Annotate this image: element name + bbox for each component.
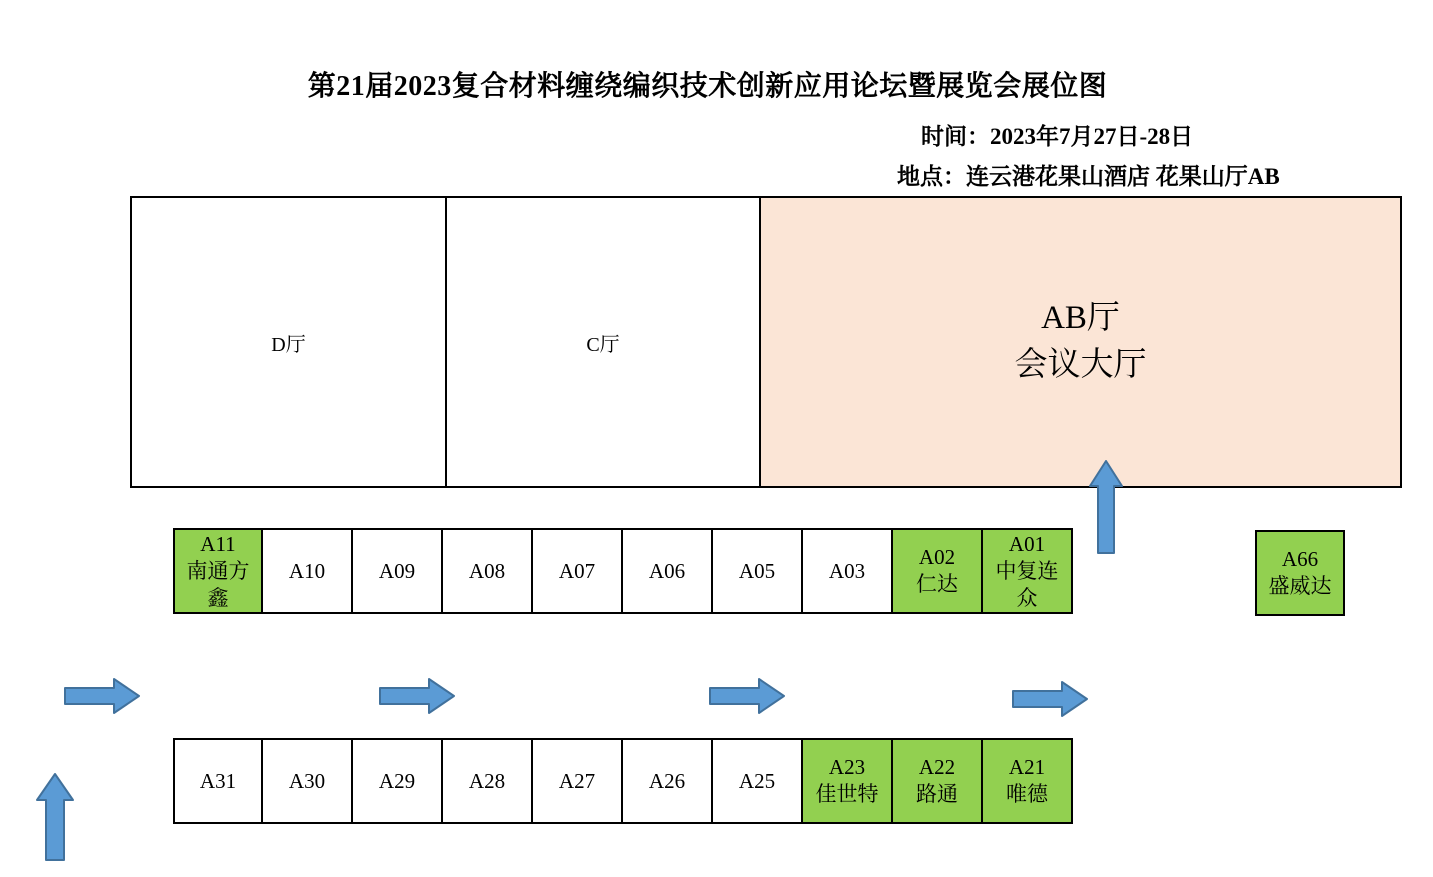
booth-a09 [353,528,443,614]
booth-a28 [443,738,533,824]
booth-a06 [623,528,713,614]
booth-id-label: A06 [648,558,686,583]
booth-a03 [803,528,893,614]
booth-a08 [443,528,533,614]
booth-id-label: A31 [199,768,237,793]
booth-id-label: A21 [1008,755,1046,779]
booth-id-label: A25 [738,768,776,793]
entry-up-arrow-bottom-left [35,772,75,862]
booth-row-top [173,528,1073,614]
hall-c-label: C厅 [586,333,620,356]
booth-id-label: A11 [200,531,236,556]
booth-id-label: A02 [918,545,956,569]
booth-id-label: A28 [468,768,506,793]
booth-company-label: 路通 [916,782,958,806]
booth-a10 [263,528,353,614]
booth-id-label: A22 [918,755,956,779]
booth-id-label: A09 [378,558,416,583]
event-time: 时间：2023年7月27日-28日 [921,124,1194,149]
flow-arrow-1 [63,676,141,716]
hall-d [132,198,447,486]
booth-id-label: A03 [828,558,866,583]
booth-a30 [263,738,353,824]
booth-id-label: A08 [468,558,506,583]
hall-d-label: D厅 [271,333,306,356]
booth-company-label: 佳世特 [815,782,879,806]
booth-id-label: A10 [288,558,326,583]
booth-a05 [713,528,803,614]
booth-a22 [893,738,983,824]
booth-a25 [713,738,803,824]
booth-a11 [173,528,263,614]
booth-a27 [533,738,623,824]
flow-arrow-4 [1011,679,1089,719]
booth-a66 [1255,530,1345,616]
booth-a23 [803,738,893,824]
flow-arrow-2 [378,676,456,716]
booth-company-label: 唯德 [1006,782,1048,806]
booth-a29 [353,738,443,824]
page-title: 第21届2023复合材料缠绕编织技术创新应用论坛暨展览会展位图 [307,71,1108,102]
booth-id-label: A27 [558,768,596,793]
booth-a21 [983,738,1073,824]
booth-id-label: A29 [378,768,416,793]
booth-company-label: 盛威达 [1268,574,1332,598]
booth-id-label: A26 [648,768,686,793]
halls-block [130,196,1402,488]
booth-company-label: 中复连众 [995,558,1059,610]
hall-ab-label-line1: AB厅 [1041,300,1120,336]
booth-company-label: 仁达 [916,572,958,596]
booth-a26 [623,738,713,824]
booth-id-label: A01 [1008,531,1046,556]
booth-company-label: 南通方鑫 [186,558,250,610]
hall-c [447,198,761,486]
booth-a07 [533,528,623,614]
booth-id-label: A07 [558,558,596,583]
booth-a01 [983,528,1073,614]
booth-id-label: A66 [1281,547,1319,571]
entrance-up-arrow-ab-hall [1088,459,1124,555]
event-location: 地点：连云港花果山酒店 花果山厅AB [897,164,1280,189]
hall-ab-conference [761,198,1400,486]
booth-a31 [173,738,263,824]
booth-id-label: A30 [288,768,326,793]
booth-row-bottom [173,738,1073,824]
booth-a02 [893,528,983,614]
booth-id-label: A23 [828,755,866,779]
flow-arrow-3 [708,676,786,716]
hall-ab-label-line2: 会议大厅 [1014,347,1147,383]
booth-id-label: A05 [738,558,776,583]
